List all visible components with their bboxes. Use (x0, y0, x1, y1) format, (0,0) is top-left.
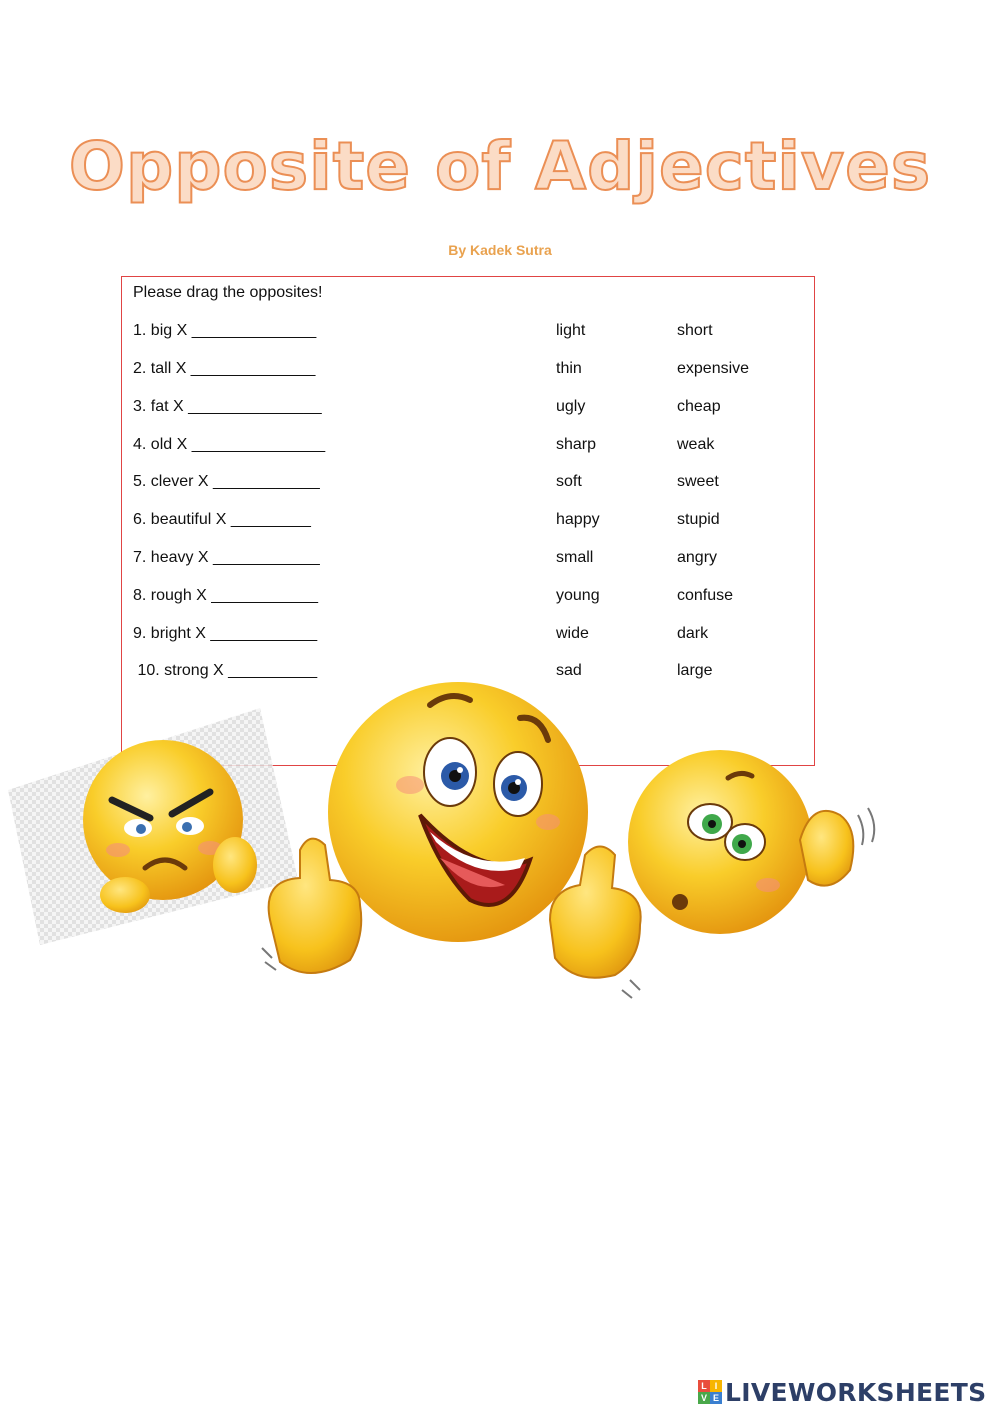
confused-emoji-icon (628, 750, 874, 934)
question-10[interactable]: 10. strong X __________ (133, 662, 318, 679)
word-bank-item[interactable]: ugly (556, 398, 586, 415)
question-1[interactable]: 1. big X ______________ (133, 322, 317, 339)
word-bank-item[interactable]: sad (556, 662, 582, 679)
logo-letter: I (710, 1380, 722, 1392)
logo-letter: L (698, 1380, 710, 1392)
word-bank-item[interactable]: expensive (677, 360, 750, 377)
question-2[interactable]: 2. tall X ______________ (133, 360, 316, 377)
word-bank-item[interactable]: young (556, 587, 600, 604)
logo-letter: E (710, 1392, 722, 1404)
liveworksheets-logo (698, 1377, 986, 1407)
word-bank-item[interactable]: happy (556, 511, 600, 528)
happy-emoji-icon (262, 682, 641, 998)
word-bank-item[interactable]: small (556, 549, 594, 566)
word-bank-item[interactable]: short (677, 322, 713, 339)
word-bank-item[interactable]: thin (556, 360, 582, 377)
instruction-text: Please drag the opposites! (133, 284, 323, 301)
word-bank-item[interactable]: sharp (556, 436, 597, 453)
logo-grid-icon (698, 1380, 722, 1404)
word-bank-item[interactable]: stupid (677, 511, 720, 528)
question-8[interactable]: 8. rough X ____________ (133, 587, 319, 604)
question-4[interactable]: 4. old X _______________ (133, 436, 326, 453)
question-7[interactable]: 7. heavy X ____________ (133, 549, 320, 566)
word-bank-item[interactable]: cheap (677, 398, 721, 415)
question-3[interactable]: 3. fat X _______________ (133, 398, 322, 415)
page-title: Opposite of Adjectives (68, 128, 932, 205)
logo-letter: V (698, 1392, 710, 1404)
word-bank-item[interactable]: wide (556, 625, 589, 642)
question-9[interactable]: 9. bright X ____________ (133, 625, 318, 642)
word-bank-item[interactable]: weak (677, 436, 715, 453)
question-5[interactable]: 5. clever X ____________ (133, 473, 320, 490)
logo-text: LIVEWORKSHEETS (725, 1377, 987, 1407)
word-bank-item[interactable]: confuse (677, 587, 734, 604)
author-credit: By Kadek Sutra (448, 242, 552, 258)
word-bank-item[interactable]: dark (677, 625, 709, 642)
word-bank-item[interactable]: angry (677, 549, 718, 566)
word-bank-item[interactable]: large (677, 662, 713, 679)
word-bank-item[interactable]: light (556, 322, 586, 339)
question-6[interactable]: 6. beautiful X _________ (133, 511, 311, 528)
word-bank-item[interactable]: sweet (677, 473, 719, 490)
word-bank-item[interactable]: soft (556, 473, 582, 490)
